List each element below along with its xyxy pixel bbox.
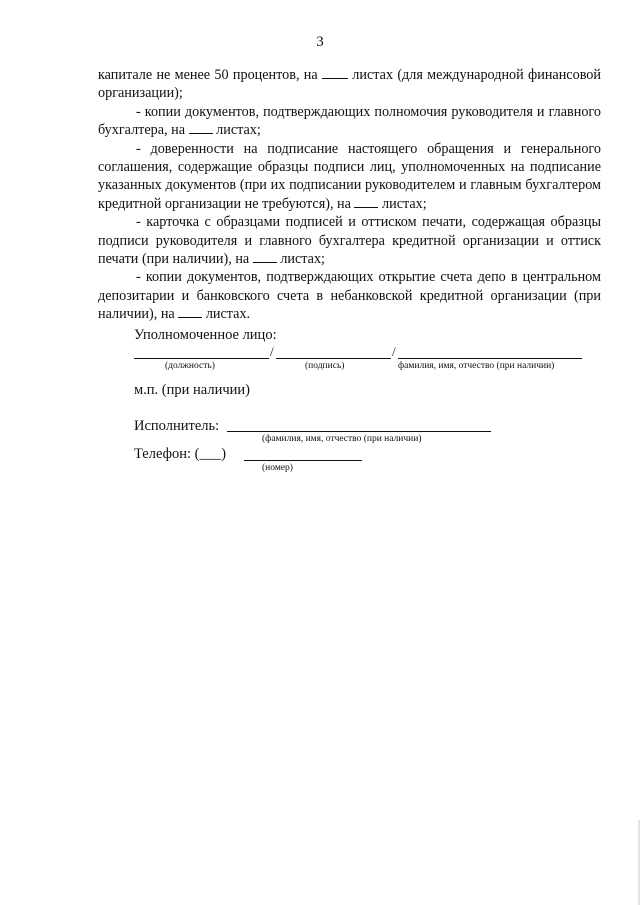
full-name-line [398, 358, 582, 359]
page-number: 3 [316, 34, 324, 50]
caption-executor-name: (фамилия, имя, отчество (при наличии) [262, 434, 422, 444]
blank-sheets-count [178, 305, 202, 318]
document-body [98, 66, 601, 324]
caption-phone-number: (номер) [262, 463, 293, 473]
paragraph-power-of-attorney: - доверенности на подписание настоящего обращения и генерального соглашения, содержащие образцы подписи лиц, уполномоченных на подписание указанных документов (при их подписании руководителем и главным бухгалтером кредитной организации не требуются), на листах; [98, 140, 601, 212]
paragraph-depo-account: - копии документов, подтверждающих открытие счета депо в центральном депозитарии и банковского счета в небанковской кредитной организации (при наличии), на листах. [98, 269, 601, 323]
paragraph-authority-copies: - копии документов, подтверждающих полномочия руководителя и главного бухгалтера, на листах; [98, 103, 601, 139]
executor-line [227, 431, 491, 432]
paragraph-capital: капитале не менее 50 процентов, на листах (для международной финансовой организации); [98, 67, 601, 102]
caption-full-name: фамилия, имя, отчество (при наличии) [398, 361, 555, 371]
phone-label: Телефон: (___) [134, 446, 227, 462]
authorized-person-label: Уполномоченное лицо: [134, 327, 277, 343]
caption-signature: (подпись) [305, 361, 345, 371]
blank-sheets-count [253, 250, 277, 263]
slash: / [392, 344, 396, 359]
position-line [134, 358, 269, 359]
blank-sheets-count [354, 195, 378, 208]
blank-sheets-count [189, 121, 213, 134]
slash: / [270, 344, 274, 359]
caption-position: (должность) [165, 361, 215, 371]
signature-row [134, 343, 582, 359]
paragraph-signature-card: - карточка с образцами подписей и оттиском печати, содержащая образцы подписи руководителя и главного бухгалтера кредитной организации и оттиск печати (при наличии), на листах; [98, 214, 601, 268]
blank-sheets-count [322, 66, 348, 79]
stamp-place: м.п. (при наличии) [134, 382, 250, 398]
signature-line [276, 358, 391, 359]
phone-line [244, 460, 362, 461]
executor-label: Исполнитель: [134, 418, 220, 434]
